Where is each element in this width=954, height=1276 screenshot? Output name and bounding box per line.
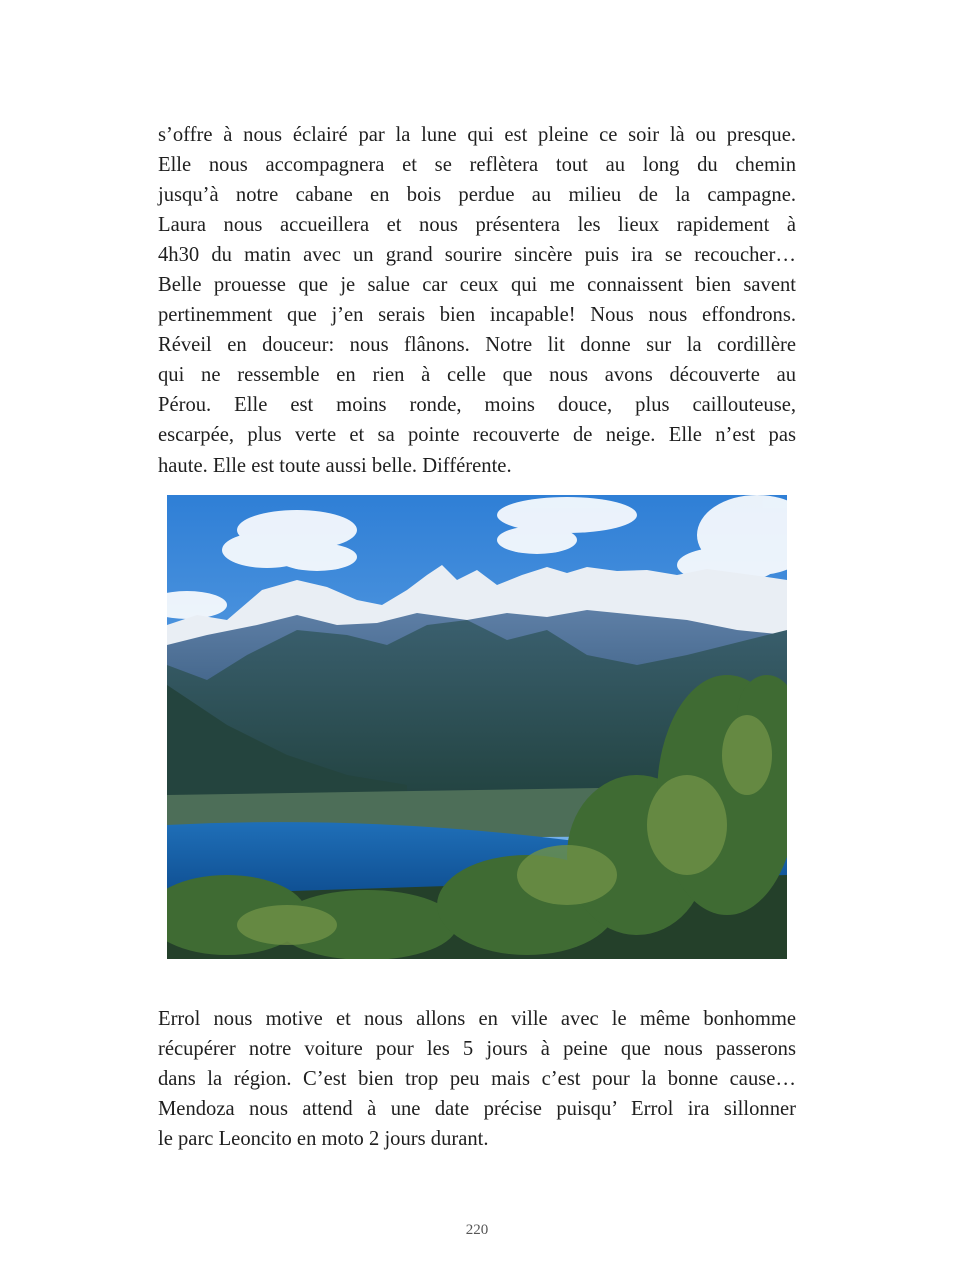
text-line: Pérou. Elle est moins ronde, moins douce, plus caillouteuse, [158, 394, 796, 417]
mountain-lake-photo [167, 495, 787, 959]
text-line: le parc Leoncito en moto 2 jours durant. [158, 1128, 489, 1151]
text-line: Errol nous motive et nous allons en ville avec le même bonhomme [158, 1008, 796, 1030]
page-number: 220 [465, 1222, 489, 1238]
text-line: pertinemment que j’en serais bien incapable! Nous nous effondrons. [158, 304, 796, 327]
text-line: qui ne ressemble en rien à celle que nous avons découverte au [158, 364, 796, 387]
text-line: 4h30 du matin avec un grand sourire sincère puis ira se recoucher… [158, 244, 796, 267]
text-line: Laura nous accueillera et nous présentera les lieux rapidement à [158, 214, 796, 237]
paragraph-2 [158, 1004, 796, 1154]
paragraph-1 [158, 120, 796, 481]
text-line: récupérer notre voiture pour les 5 jours à peine que nous passerons [158, 1038, 796, 1061]
text-line: Réveil en douceur: nous flânons. Notre lit donne sur la cordillère [158, 334, 796, 357]
text-line: Mendoza nous attend à une date précise puisqu’ Errol ira sillonner [158, 1098, 796, 1121]
text-line: Elle nous accompagnera et se reflètera tout au long du chemin [158, 154, 796, 177]
text-line: s’offre à nous éclairé par la lune qui est pleine ce soir là ou presque. [158, 124, 796, 146]
text-line: Belle prouesse que je salue car ceux qui me connaissent bien savent [158, 274, 796, 297]
text-line: escarpée, plus verte et sa pointe recouverte de neige. Elle n’est pas [158, 424, 796, 447]
text-line: haute. Elle est toute aussi belle. Différente. [158, 454, 512, 477]
text-line: dans la région. C’est bien trop peu mais c’est pour la bonne cause… [158, 1068, 796, 1091]
text-line: jusqu’à notre cabane en bois perdue au milieu de la campagne. [158, 184, 796, 207]
